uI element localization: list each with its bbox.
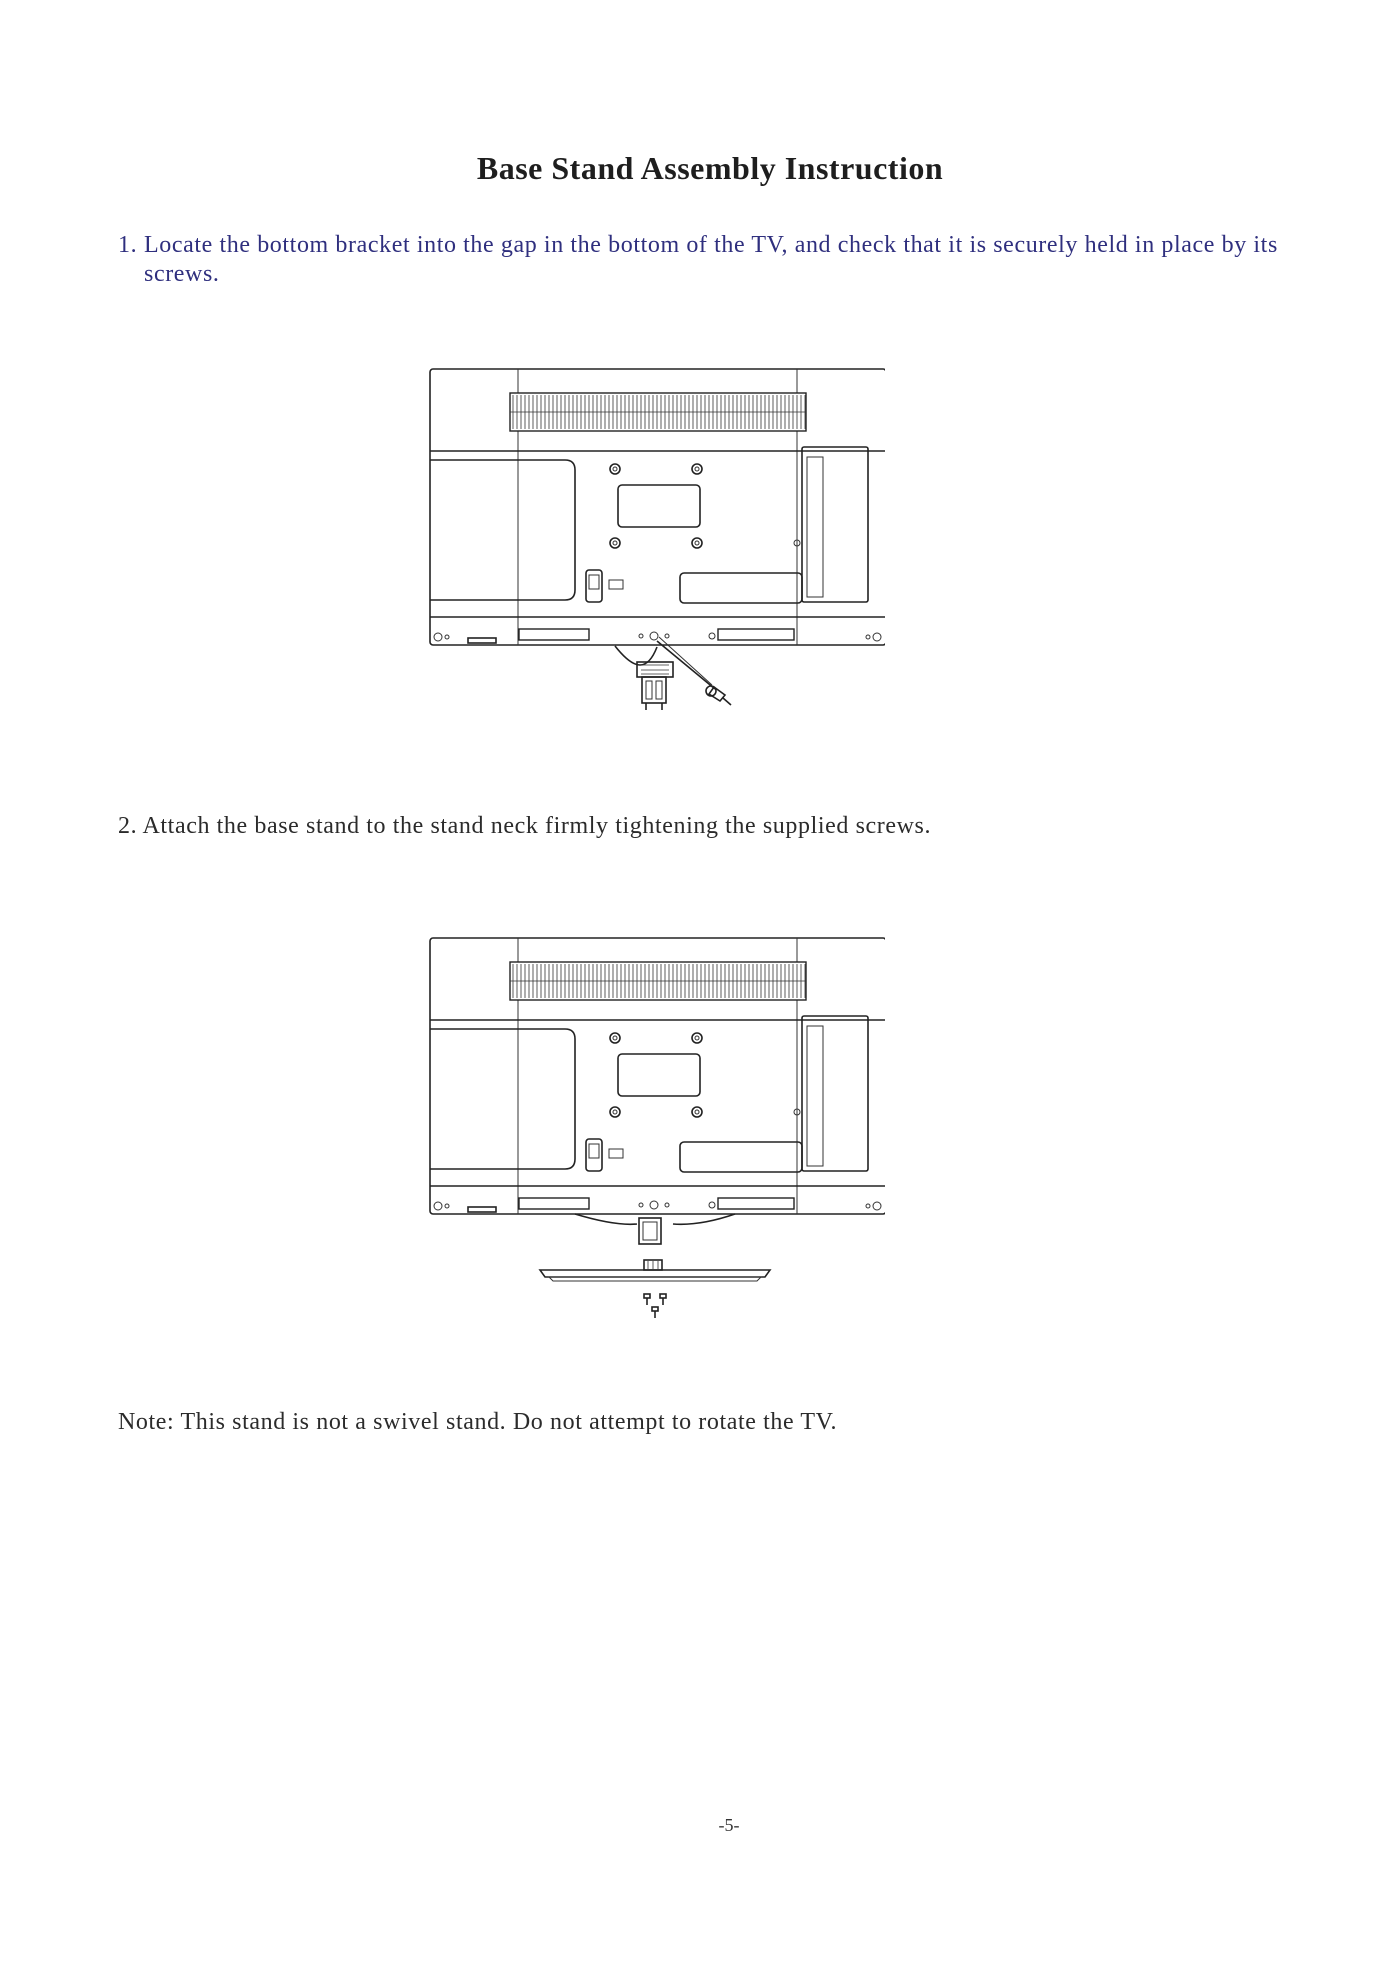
step-1: [118, 231, 1288, 289]
stand-neck: [575, 1214, 735, 1244]
top-vent-grille: [510, 962, 806, 1000]
tv-rear-base-stand-diagram: [425, 934, 885, 1334]
left-cover-panel: [430, 460, 575, 600]
bottom-detail: [434, 1201, 881, 1212]
screw-icon: [657, 637, 731, 705]
step-1-text: Locate the bottom bracket into the gap in the bottom of the TV, and check that it is securely held in place by its screws.: [144, 232, 1278, 287]
base-stand: [540, 1260, 770, 1281]
top-vent-grille: [510, 393, 806, 431]
bottom-vents: [519, 1198, 794, 1209]
right-io-panel: [794, 1016, 868, 1171]
lower-right-slot: [680, 1142, 802, 1172]
step-1-number: 1.: [118, 232, 138, 258]
tv-rear-bracket-diagram: [425, 365, 885, 715]
vesa-mount: [610, 1033, 702, 1117]
step-2-text: 2. Attach the base stand to the stand neck firmly tightening the supplied screws.: [118, 813, 932, 839]
power-switch: [586, 1139, 623, 1171]
lower-right-slot: [680, 573, 802, 603]
screws-icon: [644, 1294, 666, 1318]
page-number: -5-: [718, 1815, 740, 1835]
page-title: Base Stand Assembly Instruction: [476, 150, 944, 186]
left-cover-panel: [430, 1029, 575, 1169]
power-switch: [586, 570, 623, 602]
note-text: Note: This stand is not a swivel stand. Do not attempt to rotate the TV.: [118, 1409, 838, 1435]
bracket-part: [615, 646, 673, 710]
right-io-panel: [794, 447, 868, 602]
vesa-mount: [610, 464, 702, 548]
bottom-vents: [519, 629, 794, 640]
